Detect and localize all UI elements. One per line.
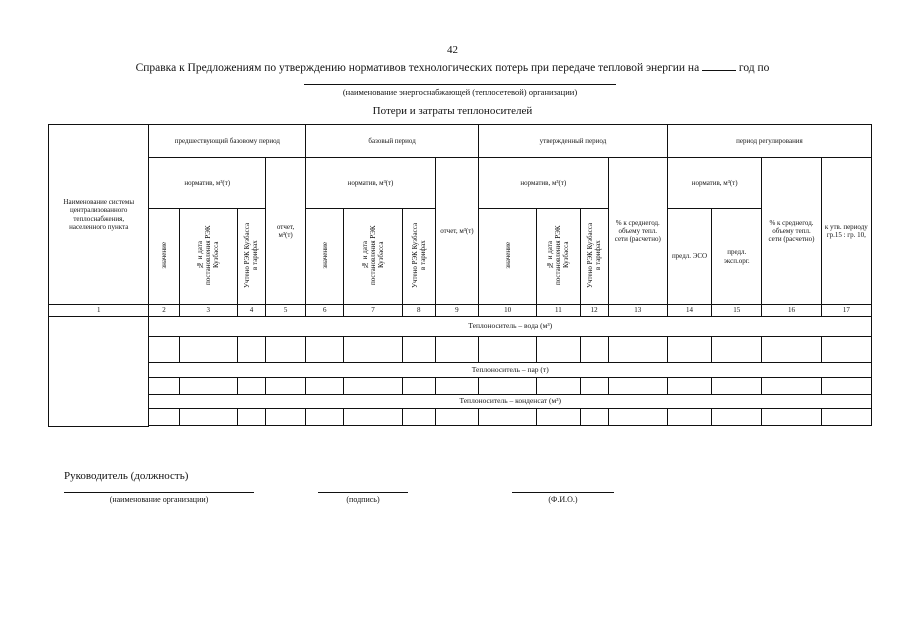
fio-caption: (Ф.И.О.) (548, 495, 578, 504)
base-resolution-header (344, 209, 402, 305)
data-cell[interactable] (402, 378, 435, 395)
regulation-normative-header: норматив, м³(т) (667, 158, 761, 209)
prev-value-header (149, 209, 179, 305)
data-cell[interactable] (435, 409, 478, 426)
column-numbers-row (49, 305, 872, 317)
data-cell[interactable] (266, 378, 306, 395)
approved-percent-header: % к среднегод. объему тепл. сети (расчетно) (608, 158, 667, 305)
page-number: 42 (447, 44, 458, 56)
organization-signature-caption: (наименование организации) (109, 495, 209, 504)
data-cell[interactable] (712, 337, 762, 363)
data-cell[interactable] (149, 378, 179, 395)
organization-name-line[interactable] (304, 84, 616, 85)
data-cell[interactable] (580, 409, 608, 426)
data-cell[interactable] (762, 378, 821, 395)
year-blank-field[interactable] (702, 60, 736, 71)
section-water-label: Теплоноситель – вода (м³) (149, 317, 872, 337)
data-cell[interactable] (821, 337, 871, 363)
data-cell[interactable] (608, 378, 667, 395)
col-number: 5 (266, 305, 306, 317)
fio-line[interactable] (512, 492, 614, 493)
data-cell[interactable] (712, 378, 762, 395)
section-steam-label: Теплоноситель – пар (т) (149, 363, 872, 378)
losses-table (48, 124, 872, 427)
col-number: 11 (537, 305, 580, 317)
steam-data-row (49, 378, 872, 395)
data-cell[interactable] (179, 378, 237, 395)
organization-caption: (наименование энергоснабжающей (теплосетевой) организации) (342, 87, 578, 97)
data-cell[interactable] (402, 409, 435, 426)
section-condensate-row (49, 395, 872, 409)
data-cell[interactable] (821, 378, 871, 395)
prev-value-label: значение (160, 242, 169, 269)
data-cell[interactable] (712, 409, 762, 426)
section-water-row (49, 317, 872, 337)
regulation-ratio-header: к утв. периоду гр.15 : гр. 10, (821, 158, 871, 305)
title-text-before: Справка к Предложениям по утверждению нормативов технологических потерь при передаче тепловой энергии на (135, 62, 700, 74)
name-header: Наименование системы централизованного теплоснабжения, населенного пункта (49, 125, 149, 305)
col-number: 2 (149, 305, 179, 317)
data-cell[interactable] (179, 409, 237, 426)
col-number: 13 (608, 305, 667, 317)
period-approved-header: утвержденный период (479, 125, 668, 158)
data-cell[interactable] (306, 378, 344, 395)
system-name-cell[interactable] (49, 317, 149, 427)
base-normative-header: норматив, м³(т) (306, 158, 436, 209)
data-cell[interactable] (580, 337, 608, 363)
table-bottom-spacer (49, 426, 872, 427)
data-cell[interactable] (237, 409, 265, 426)
signatory-title: Руководитель (должность) (64, 470, 189, 482)
data-cell[interactable] (306, 337, 344, 363)
regulation-eso-header: предл. ЭСО (667, 209, 711, 305)
base-tariff-label: Учтено РЭК Кузбасса в тарифах (410, 222, 427, 288)
condensate-data-row (49, 409, 872, 426)
col-number: 6 (306, 305, 344, 317)
period-prev-header: предшествующий базовому период (149, 125, 306, 158)
approved-resolution-header (537, 209, 580, 305)
approved-tariff-header (580, 209, 608, 305)
base-value-label: значение (320, 242, 329, 269)
data-cell[interactable] (149, 409, 179, 426)
data-cell[interactable] (306, 409, 344, 426)
col-number: 3 (179, 305, 237, 317)
data-cell[interactable] (762, 409, 821, 426)
col-number: 14 (667, 305, 711, 317)
base-tariff-header (402, 209, 435, 305)
period-regulation-header: период регулирования (667, 125, 871, 158)
prev-report-header: отчет, м³(т) (266, 158, 306, 305)
data-cell[interactable] (266, 337, 306, 363)
data-cell[interactable] (435, 378, 478, 395)
prev-tariff-label: Учтено РЭК Кузбасса в тарифах (243, 222, 260, 288)
data-cell[interactable] (237, 337, 265, 363)
data-cell[interactable] (479, 409, 537, 426)
data-cell[interactable] (237, 378, 265, 395)
data-cell[interactable] (435, 337, 478, 363)
col-number: 15 (712, 305, 762, 317)
col-number: 9 (435, 305, 478, 317)
data-cell[interactable] (580, 378, 608, 395)
base-resolution-label: № и дата постановления РЭК Кузбасса (360, 225, 386, 286)
data-cell[interactable] (667, 337, 711, 363)
approved-normative-header: норматив, м³(т) (479, 158, 609, 209)
header-row-groups (49, 158, 872, 209)
base-value-header (306, 209, 344, 305)
approved-value-header (479, 209, 537, 305)
signature-line[interactable] (318, 492, 408, 493)
data-cell[interactable] (179, 337, 237, 363)
section-steam-row (49, 363, 872, 378)
data-cell[interactable] (344, 409, 402, 426)
section-condensate-label: Теплоноситель – конденсат (м³) (149, 395, 872, 409)
spacer-cell (149, 426, 872, 427)
data-cell[interactable] (821, 409, 871, 426)
data-cell[interactable] (667, 409, 711, 426)
water-data-row (49, 337, 872, 363)
data-cell[interactable] (479, 337, 537, 363)
period-base-header: базовый период (306, 125, 479, 158)
regulation-expert-header: предл. эксп.орг. (712, 209, 762, 305)
data-cell[interactable] (479, 378, 537, 395)
col-number: 10 (479, 305, 537, 317)
col-number: 7 (344, 305, 402, 317)
data-cell[interactable] (762, 337, 821, 363)
signature-caption: (подпись) (346, 495, 380, 504)
table-subtitle: Потери и затраты теплоносителей (372, 105, 533, 117)
data-cell[interactable] (667, 378, 711, 395)
col-number: 1 (49, 305, 149, 317)
data-cell[interactable] (608, 337, 667, 363)
data-cell[interactable] (537, 378, 580, 395)
document-title (0, 60, 905, 74)
data-cell[interactable] (266, 409, 306, 426)
title-text-after: год по (738, 62, 770, 74)
approved-tariff-label: Учтено РЭК Кузбасса в тарифах (586, 222, 603, 288)
col-number: 17 (821, 305, 871, 317)
base-report-header: отчет, м³(т) (435, 158, 478, 305)
col-number: 16 (762, 305, 821, 317)
prev-normative-header: норматив, м³(т) (149, 158, 266, 209)
approved-value-label: значение (503, 242, 512, 269)
col-number: 12 (580, 305, 608, 317)
data-cell[interactable] (537, 337, 580, 363)
data-cell[interactable] (344, 337, 402, 363)
prev-tariff-header (237, 209, 265, 305)
col-number: 8 (402, 305, 435, 317)
data-cell[interactable] (344, 378, 402, 395)
col-number: 4 (237, 305, 265, 317)
approved-resolution-label: № и дата постановления РЭК Кузбасса (546, 225, 571, 286)
organization-signature-line[interactable] (64, 492, 254, 493)
regulation-percent-header: % к среднегод. объему тепл. сети (расчетно) (762, 158, 821, 305)
data-cell[interactable] (149, 337, 179, 363)
data-cell[interactable] (608, 409, 667, 426)
header-row-periods (49, 125, 872, 158)
data-cell[interactable] (537, 409, 580, 426)
prev-resolution-label: № и дата постановления РЭК Кузбасса (196, 225, 221, 286)
prev-resolution-header (179, 209, 237, 305)
data-cell[interactable] (402, 337, 435, 363)
